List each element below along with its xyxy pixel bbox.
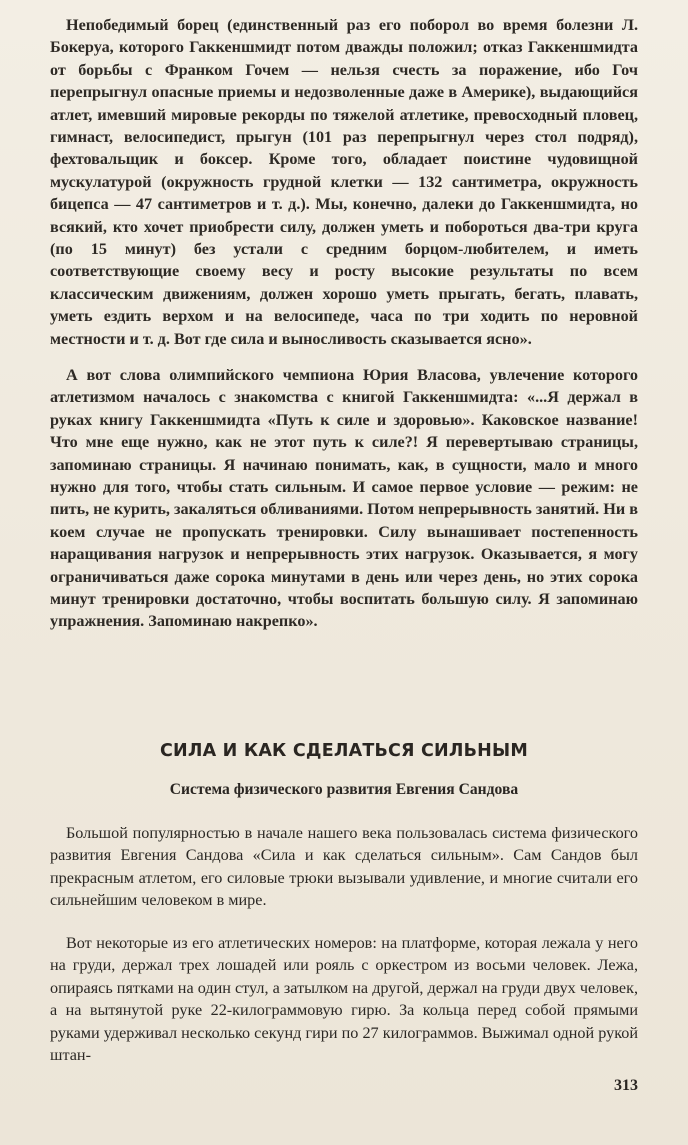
paragraph: Непобедимый борец (единственный раз его поборол во время болезни Л. Бокеруа, которого Гаккеншмидт потом дважды положил; отказ Гаккеншмидта от борьбы с Франком Гочем — нельзя счесть за поражение, ибо Гоч перепрыгнул опасные приемы и недозволенные даже в Америке), выдающийся атлет, имевший мировые рекорды по тяжелой атлетике, превосходный пловец, гимнаст, велосипедист, прыгун (101 раз перепрыгнул через стол подряд), фехтовальщик и боксер. Кроме того, обладает поистине чудовищной мускулатурой (окружность грудной клетки — 132 сантиметра, окружность бицепса — 47 сантиметров и т. д.). Мы, конечно, далеки до Гаккеншмидта, но всякий, кто хочет приобрести силу, должен уметь и побороться два-три круга (по 15 минут) без устали с средним борцом-любителем, и иметь соответствующие своему весу и росту высокие результаты по всем классическим движениям, должен хорошо уметь прыгать, бегать, плавать, уметь ездить верхом и на велосипеде, часа по три ходить по неровной местности и т. д. Вот где сила и выносливость сказывается ясно». (50, 16, 638, 348)
text-block-top-2 (50, 364, 638, 633)
paragraph: А вот слова олимпийского чемпиона Юрия Власова, увлечение которого атлетизмом началось с знакомства с книгой Гаккеншмидта: «...Я держал в руках книгу Гаккеншмидта «Путь к силе и здоровью». Каковское название! Что мне еще нужно, как не этот путь к силе?! Я перевертываю страницы, запоминаю страницы. Я начинаю понимать, как, в сущности, мало и много нужно для того, чтобы стать сильным. И самое первое условие — режим: не пить, не курить, закаляться обливаниями. Потом непрерывность занятий. Ни в коем случае не пропускать тренировки. Силу вынашивает постепенность наращивания нагрузок и непрерывность этих нагрузок. Оказывается, я могу ограничиваться даже сорока минутами в день или через день, но этих сорока минут тренировки достаточно, чтобы воспитать большую силу. Я запоминаю упражнения. Запоминаю накрепко». (50, 366, 638, 631)
section-heading: СИЛА И КАК СДЕЛАТЬСЯ СИЛЬНЫМ (160, 741, 528, 761)
text-block-bottom-2 (50, 932, 638, 1066)
text-block-bottom-1 (50, 822, 638, 912)
paragraph: Вот некоторые из его атлетических номеров: на платформе, которая лежала у него на груди, держал трех лошадей или рояль с оркестром из восьми человек. Лежа, опираясь пятками на один стул, а затылком на другой, держал на груди двух человек, а на вытянутой руке 22-килограммовую гирю. За кольца перед собой прямыми руками удерживал несколько секунд гири по 27 килограммов. Выжимал одной рукой штан- (50, 934, 638, 1065)
page-number: 313 (614, 1077, 638, 1094)
section-subheading: Система физического развития Евгения Сандова (169, 781, 519, 798)
paragraph: Большой популярностью в начале нашего века пользовалась система физического развития Евгения Сандова «Сила и как сделаться сильным». Сам Сандов был прекрасным атлетом, его силовые трюки вызывали удивление, и многие считали его сильнейшим человеком в мире. (50, 824, 638, 910)
text-block-top-1 (50, 14, 638, 350)
